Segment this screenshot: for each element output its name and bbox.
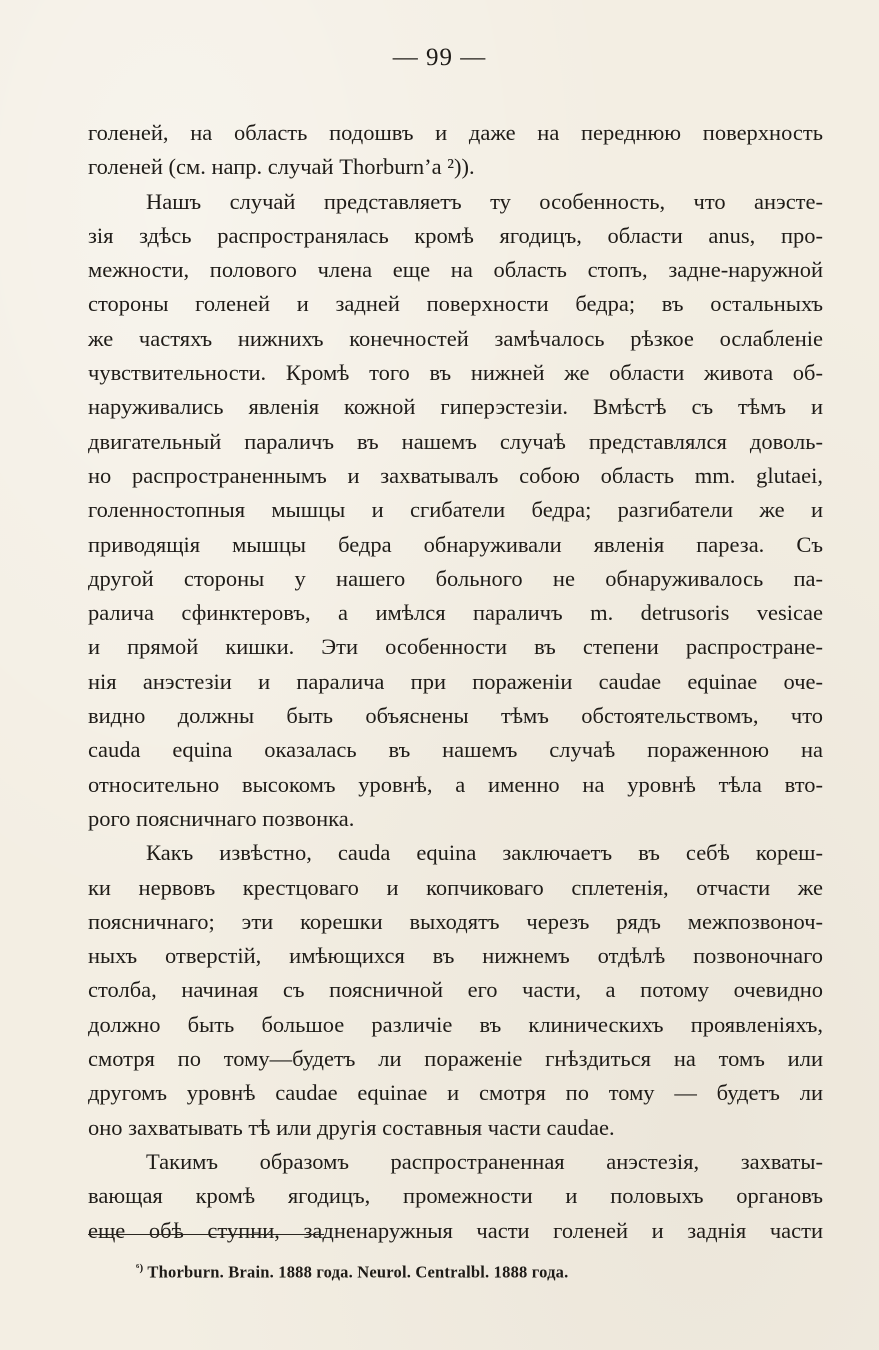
text-line: поясничнаго; эти корешки выходятъ черезъ рядъ межпозвоноч- xyxy=(88,908,823,934)
text-line: столба, начиная съ поясничной его части, а потому очевидно xyxy=(88,977,823,1003)
text-line: межности, полового члена еще на область стопъ, задне-наружной xyxy=(88,257,823,283)
text-line: cauda equina оказалась въ нашемъ случаѣ пораженною на xyxy=(88,737,823,763)
text-line: и прямой кишки. Эти особенности въ степени распростране- xyxy=(88,634,823,660)
footnote xyxy=(136,1262,568,1283)
text-line: приводящія мышцы бедра обнаруживали явленія пареза. Съ xyxy=(88,531,823,557)
text-line: ралича сфинктеровъ, а имѣлся параличъ m. detrusoris vesicae xyxy=(88,600,823,626)
text-line: еще обѣ ступни, задненаружныя части голеней и заднія части xyxy=(88,1217,823,1243)
text-line: должно быть большое различіе въ клиническихъ проявленіяхъ, xyxy=(88,1011,823,1037)
text-line: ки нервовъ крестцоваго и копчиковаго сплетенія, отчасти же xyxy=(88,874,823,900)
text-line: ныхъ отверстій, имѣющихся въ нижнемъ отдѣлѣ позвоночнаго xyxy=(88,943,823,969)
footnote-marker: ⁶) xyxy=(136,1262,144,1274)
text-line: смотря по тому—будетъ ли пораженіе гнѣздиться на томъ или xyxy=(88,1046,823,1072)
footnote-divider xyxy=(88,1234,324,1235)
footnote-text: Thorburn. Brain. 1888 года. Neurol. Centralbl. 1888 года. xyxy=(147,1262,569,1282)
text-line: голеней (см. напр. случай Thorburn’a ²)). xyxy=(88,154,475,180)
text-line: видно должны быть объяснены тѣмъ обстоятельствомъ, что xyxy=(88,703,823,729)
paragraph-start-line: Такимъ образомъ распространенная анэстезія, захваты- xyxy=(146,1148,823,1174)
page-number: — 99 — xyxy=(392,44,487,71)
text-line: двигательный параличъ въ нашемъ случаѣ представлялся доволь- xyxy=(88,428,823,454)
text-line: нія анэстезіи и паралича при пораженіи caudae equinae оче- xyxy=(88,668,823,694)
text-line: оно захватывать тѣ или другія составныя части caudae. xyxy=(88,1114,615,1140)
text-line: рого поясничнаго позвонка. xyxy=(88,805,355,831)
text-line: голенностопныя мышцы и сгибатели бедра; разгибатели же и xyxy=(88,497,823,523)
text-line: стороны голеней и задней поверхности бедра; въ остальныхъ xyxy=(88,291,823,317)
paragraph-start-line: Какъ извѣстно, cauda equina заключаетъ въ себѣ кореш- xyxy=(146,840,823,866)
text-line: чувствительности. Кромѣ того въ нижней же области живота об- xyxy=(88,360,823,386)
text-line: вающая кромѣ ягодицъ, промежности и половыхъ органовъ xyxy=(88,1183,823,1209)
text-line: другомъ уровнѣ caudae equinae и смотря по тому — будетъ ли xyxy=(88,1080,823,1106)
text-line: зія здѣсь распространялась кромѣ ягодицъ, области anus, про- xyxy=(88,222,823,248)
text-line: другой стороны у нашего больного не обнаруживалось па- xyxy=(88,565,823,591)
text-line: голеней, на область подошвъ и даже на переднюю поверхность xyxy=(88,120,823,145)
body-text xyxy=(88,116,823,1248)
text-line: же частяхъ нижнихъ конечностей замѣчалось рѣзкое ослабленіе xyxy=(88,325,823,351)
text-line: но распространеннымъ и захватывалъ собою область mm. glutaei, xyxy=(88,462,823,488)
text-line: наруживались явленія кожной гиперэстезіи. Вмѣстѣ съ тѣмъ и xyxy=(88,394,823,420)
paragraph-start-line: Нашъ случай представляетъ ту особенность, что анэсте- xyxy=(146,188,823,214)
text-line: относительно высокомъ уровнѣ, а именно на уровнѣ тѣла вто- xyxy=(88,771,823,797)
